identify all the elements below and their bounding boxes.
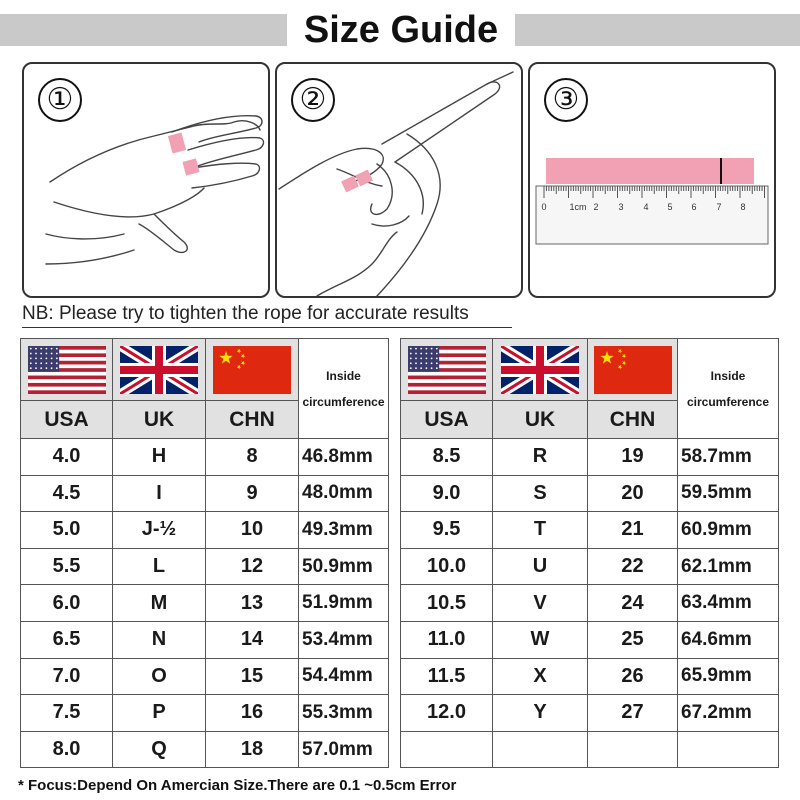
- chn-size-cell: 18: [206, 731, 299, 768]
- chn-size-cell: 8: [206, 439, 299, 476]
- circumference-cell: 57.0mm: [299, 731, 389, 768]
- table-row: [21, 475, 389, 512]
- size-table-right: [400, 338, 779, 768]
- uk-size-cell: H: [113, 439, 206, 476]
- circumference-cell: 58.7mm: [678, 439, 779, 476]
- usa-size-cell: 6.0: [21, 585, 113, 622]
- ruler-label-2: 2: [593, 202, 599, 212]
- column-header-chn: CHN: [588, 401, 678, 439]
- chn-size-cell: 21: [588, 512, 678, 549]
- circumference-cell: 54.4mm: [299, 658, 389, 695]
- chn-size-cell: 12: [206, 548, 299, 585]
- usa-size-cell: 9.5: [401, 512, 493, 549]
- paper-strip: [546, 158, 754, 184]
- column-header-usa: USA: [401, 401, 493, 439]
- usa-size-cell: [401, 731, 493, 768]
- uk-size-cell: Q: [113, 731, 206, 768]
- table-row: [401, 475, 779, 512]
- circumference-cell: 65.9mm: [678, 658, 779, 695]
- us-flag-icon: [408, 346, 486, 394]
- ruler-label-0: 0: [541, 202, 547, 212]
- chn-size-cell: 26: [588, 658, 678, 695]
- table-row: [401, 658, 779, 695]
- circumference-cell: 53.4mm: [299, 621, 389, 658]
- usa-size-cell: 10.0: [401, 548, 493, 585]
- step-1-panel: [22, 62, 270, 298]
- footnote: * Focus:Depend On Amercian Size.There are 0.1 ~0.5cm Error: [18, 777, 457, 794]
- uk-size-cell: Y: [493, 695, 588, 732]
- uk-size-cell: N: [113, 621, 206, 658]
- chn-size-cell: 13: [206, 585, 299, 622]
- table-row: [21, 658, 389, 695]
- uk-size-cell: P: [113, 695, 206, 732]
- uk-size-cell: V: [493, 585, 588, 622]
- table-row: [21, 512, 389, 549]
- usa-size-cell: 4.0: [21, 439, 113, 476]
- chn-size-cell: 25: [588, 621, 678, 658]
- table-row: [21, 695, 389, 732]
- table-row: [21, 731, 389, 768]
- chn-size-cell: 14: [206, 621, 299, 658]
- uk-size-cell: I: [113, 475, 206, 512]
- uk-flag-icon: [120, 346, 198, 394]
- china-flag-icon: [594, 346, 672, 394]
- measure-note: NB: Please try to tighten the rope for accurate results: [22, 303, 469, 324]
- circumference-cell: 60.9mm: [678, 512, 779, 549]
- table-row: [401, 512, 779, 549]
- usa-size-cell: 7.0: [21, 658, 113, 695]
- chn-size-cell: 22: [588, 548, 678, 585]
- uk-size-cell: T: [493, 512, 588, 549]
- ruler-label-4: 4: [643, 202, 649, 212]
- chn-size-cell: 16: [206, 695, 299, 732]
- usa-size-cell: 10.5: [401, 585, 493, 622]
- usa-size-cell: 8.0: [21, 731, 113, 768]
- circumference-cell: 49.3mm: [299, 512, 389, 549]
- table-row: [21, 548, 389, 585]
- usa-size-cell: 9.0: [401, 475, 493, 512]
- column-header-uk: UK: [493, 401, 588, 439]
- usa-size-cell: 5.0: [21, 512, 113, 549]
- chn-size-cell: 15: [206, 658, 299, 695]
- circumference-cell: 50.9mm: [299, 548, 389, 585]
- usa-size-cell: 8.5: [401, 439, 493, 476]
- usa-size-cell: 11.5: [401, 658, 493, 695]
- circumference-cell: 48.0mm: [299, 475, 389, 512]
- step-2-number: ②: [291, 78, 335, 122]
- china-flag-icon: [213, 346, 291, 394]
- column-header-usa: USA: [21, 401, 113, 439]
- ruler-label-6: 6: [691, 202, 697, 212]
- circumference-cell: 63.4mm: [678, 585, 779, 622]
- ruler-label-5: 5: [667, 202, 673, 212]
- uk-size-cell: M: [113, 585, 206, 622]
- circumference-cell: 59.5mm: [678, 475, 779, 512]
- uk-size-cell: L: [113, 548, 206, 585]
- table-row: [21, 585, 389, 622]
- step-3-number: ③: [544, 78, 588, 122]
- uk-size-cell: U: [493, 548, 588, 585]
- size-table-left: [20, 338, 389, 768]
- table-row: [401, 731, 779, 768]
- chn-size-cell: 24: [588, 585, 678, 622]
- circumference-cell: 67.2mm: [678, 695, 779, 732]
- circumference-cell: 64.6mm: [678, 621, 779, 658]
- table-row: [401, 621, 779, 658]
- usa-size-cell: 4.5: [21, 475, 113, 512]
- table-row: [21, 621, 389, 658]
- table-row: [401, 548, 779, 585]
- ruler-label-8: 8: [740, 202, 746, 212]
- usa-size-cell: 5.5: [21, 548, 113, 585]
- uk-size-cell: O: [113, 658, 206, 695]
- usa-size-cell: 11.0: [401, 621, 493, 658]
- chn-size-cell: 19: [588, 439, 678, 476]
- usa-size-cell: 7.5: [21, 695, 113, 732]
- uk-size-cell: J-½: [113, 512, 206, 549]
- uk-flag-icon: [501, 346, 579, 394]
- circumference-cell: [678, 731, 779, 768]
- step-3-panel: [528, 62, 776, 298]
- circumference-cell: 62.1mm: [678, 548, 779, 585]
- ruler-label-3: 3: [618, 202, 624, 212]
- usa-size-cell: 6.5: [21, 621, 113, 658]
- step-2-panel: [275, 62, 523, 298]
- table-row: [401, 585, 779, 622]
- usa-size-cell: 12.0: [401, 695, 493, 732]
- uk-size-cell: S: [493, 475, 588, 512]
- inside-circumference-header: Inside circumference: [678, 339, 779, 439]
- uk-size-cell: [493, 731, 588, 768]
- chn-size-cell: 27: [588, 695, 678, 732]
- chn-size-cell: [588, 731, 678, 768]
- table-row: [21, 439, 389, 476]
- chn-size-cell: 9: [206, 475, 299, 512]
- circumference-cell: 46.8mm: [299, 439, 389, 476]
- uk-size-cell: X: [493, 658, 588, 695]
- circumference-cell: 55.3mm: [299, 695, 389, 732]
- step-1-number: ①: [38, 78, 82, 122]
- table-row: [401, 439, 779, 476]
- ruler: [536, 186, 768, 244]
- chn-size-cell: 20: [588, 475, 678, 512]
- uk-size-cell: R: [493, 439, 588, 476]
- chn-size-cell: 10: [206, 512, 299, 549]
- column-header-uk: UK: [113, 401, 206, 439]
- page-title: Size Guide: [287, 6, 515, 54]
- inside-circumference-header: Inside circumference: [299, 339, 389, 439]
- ruler-label-7: 7: [716, 202, 722, 212]
- table-row: [401, 695, 779, 732]
- column-header-chn: CHN: [206, 401, 299, 439]
- us-flag-icon: [28, 346, 106, 394]
- circumference-cell: 51.9mm: [299, 585, 389, 622]
- uk-size-cell: W: [493, 621, 588, 658]
- note-underline: [22, 327, 512, 328]
- ruler-unit-label: 1cm: [569, 202, 587, 212]
